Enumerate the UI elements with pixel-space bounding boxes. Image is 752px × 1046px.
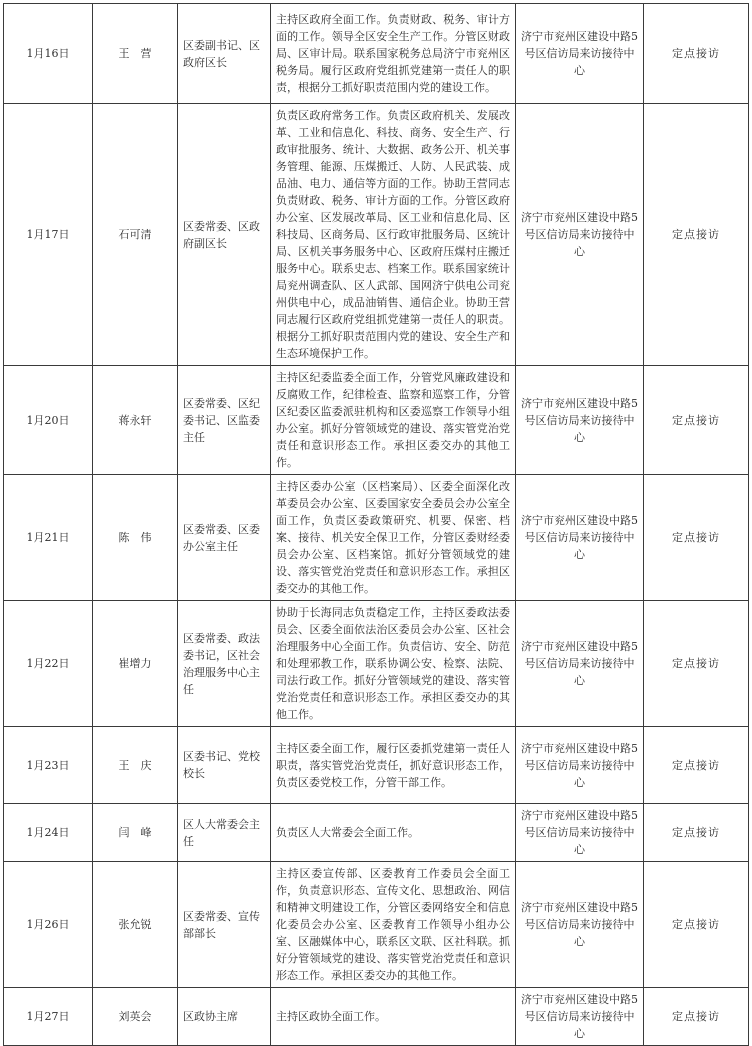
cell-date: 1月21日 bbox=[4, 475, 93, 601]
cell-duties: 主持区委宣传部、区委教育工作委员会全面工作，负责意识形态、宣传文化、思想政治、网信和精神文明建设工作，分管区委网络安全和信息化委员会办公室、区委教育工作领导小组办公室、区融媒体中心，联系区文联、区社科联。抓好分管领域党的建设、落实管党治党责任和意识形态工作。承担区委交办的其他工作。 bbox=[271, 862, 516, 988]
cell-visit-type: 定点接访 bbox=[644, 366, 749, 475]
cell-location: 济宁市兖州区建设中路5号区信访局来访接待中心 bbox=[516, 104, 644, 366]
cell-name: 石可清 bbox=[93, 104, 178, 366]
table-row bbox=[4, 601, 749, 727]
cell-visit-type: 定点接访 bbox=[644, 727, 749, 804]
cell-location: 济宁市兖州区建设中路5号区信访局来访接待中心 bbox=[516, 4, 644, 104]
cell-name: 刘英会 bbox=[93, 988, 178, 1046]
table-row bbox=[4, 4, 749, 104]
cell-duties: 负责区人大常委会全面工作。 bbox=[271, 804, 516, 862]
cell-title: 区委常委、区委办公室主任 bbox=[178, 475, 271, 601]
cell-duties: 主持区政协全面工作。 bbox=[271, 988, 516, 1046]
cell-visit-type: 定点接访 bbox=[644, 601, 749, 727]
cell-date: 1月23日 bbox=[4, 727, 93, 804]
cell-title: 区委副书记、区政府区长 bbox=[178, 4, 271, 104]
cell-visit-type: 定点接访 bbox=[644, 475, 749, 601]
cell-duties: 协助于长海同志负责稳定工作，主持区委政法委员会、区委全面依法治区委员会办公室、区社会治理服务中心全面工作。负责信访、安全、防范和处理邪教工作，联系协调公安、检察、法院、司法行政工作。抓好分管领域党的建设、落实管党治党责任和意识形态工作。承担区委交办的其他工作。 bbox=[271, 601, 516, 727]
cell-title: 区委书记、党校校长 bbox=[178, 727, 271, 804]
cell-visit-type: 定点接访 bbox=[644, 862, 749, 988]
cell-name: 陈 伟 bbox=[93, 475, 178, 601]
cell-visit-type: 定点接访 bbox=[644, 104, 749, 366]
cell-duties: 负责区政府常务工作。负责区政府机关、发展改革、工业和信息化、科技、商务、安全生产、行政审批服务、统计、大数据、政务公开、机关事务管理、能源、压煤搬迁、人防、人民武装、成品油、电力、通信等方面的工作。协助王营同志负责财政、税务、审计方面的工作。分管区政府办公室、区发展改革局、区工业和信息化局、区科技局、区商务局、区行政审批服务局、区统计局、区机关事务服务中心、区政府压煤村庄搬迁服务中心。联系史志、档案工作。联系国家统计局兖州调查队、区人武部、国网济宁供电公司兖州供电中心，成品油销售、通信企业。协助王营同志履行区政府党组抓党建第一责任人的职责。根据分工抓好职责范围内党的建设、安全生产和生态环境保护工作。 bbox=[271, 104, 516, 366]
cell-name: 蒋永轩 bbox=[93, 366, 178, 475]
cell-location: 济宁市兖州区建设中路5号区信访局来访接待中心 bbox=[516, 601, 644, 727]
cell-location: 济宁市兖州区建设中路5号区信访局来访接待中心 bbox=[516, 804, 644, 862]
cell-title: 区政协主席 bbox=[178, 988, 271, 1046]
cell-location: 济宁市兖州区建设中路5号区信访局来访接待中心 bbox=[516, 727, 644, 804]
cell-date: 1月24日 bbox=[4, 804, 93, 862]
cell-title: 区委常委、宣传部部长 bbox=[178, 862, 271, 988]
cell-name: 王 庆 bbox=[93, 727, 178, 804]
table-row bbox=[4, 988, 749, 1046]
cell-date: 1月17日 bbox=[4, 104, 93, 366]
table-row bbox=[4, 475, 749, 601]
cell-date: 1月27日 bbox=[4, 988, 93, 1046]
cell-location: 济宁市兖州区建设中路5号区信访局来访接待中心 bbox=[516, 988, 644, 1046]
cell-duties: 主持区委全面工作，履行区委抓党建第一责任人职责，落实管党治党责任，抓好意识形态工作，负责区委党校工作，分管干部工作。 bbox=[271, 727, 516, 804]
cell-visit-type: 定点接访 bbox=[644, 988, 749, 1046]
cell-title: 区委常委、区政府副区长 bbox=[178, 104, 271, 366]
cell-title: 区人大常委会主任 bbox=[178, 804, 271, 862]
cell-title: 区委常委、政法委书记，区社会治理服务中心主任 bbox=[178, 601, 271, 727]
cell-location: 济宁市兖州区建设中路5号区信访局来访接待中心 bbox=[516, 475, 644, 601]
cell-duties: 主持区纪委监委全面工作，分管党风廉政建设和反腐败工作，纪律检查、监察和巡察工作，分管区纪委区监委派驻机构和区委巡察工作领导小组办公室。抓好分管领域党的建设、落实管党治党责任和意识形态工作。承担区委交办的其他工作。 bbox=[271, 366, 516, 475]
cell-name: 张允锐 bbox=[93, 862, 178, 988]
table-row bbox=[4, 804, 749, 862]
cell-name: 崔增力 bbox=[93, 601, 178, 727]
cell-visit-type: 定点接访 bbox=[644, 4, 749, 104]
table-row bbox=[4, 727, 749, 804]
duty-roster-body bbox=[4, 4, 749, 1046]
cell-title: 区委常委、区纪委书记、区监委主任 bbox=[178, 366, 271, 475]
table-row bbox=[4, 862, 749, 988]
cell-date: 1月20日 bbox=[4, 366, 93, 475]
cell-name: 王 营 bbox=[93, 4, 178, 104]
table-row bbox=[4, 366, 749, 475]
table-row bbox=[4, 104, 749, 366]
cell-date: 1月22日 bbox=[4, 601, 93, 727]
cell-location: 济宁市兖州区建设中路5号区信访局来访接待中心 bbox=[516, 366, 644, 475]
cell-name: 闫 峰 bbox=[93, 804, 178, 862]
cell-date: 1月16日 bbox=[4, 4, 93, 104]
duty-roster-table bbox=[3, 3, 749, 1046]
cell-visit-type: 定点接访 bbox=[644, 804, 749, 862]
cell-date: 1月26日 bbox=[4, 862, 93, 988]
cell-duties: 主持区政府全面工作。负责财政、税务、审计方面的工作。领导全区安全生产工作。分管区财政局、区审计局。联系国家税务总局济宁市兖州区税务局。履行区政府党组抓党建第一责任人的职责，根据分工抓好职责范围内党的建设工作。 bbox=[271, 4, 516, 104]
cell-duties: 主持区委办公室（区档案局）、区委全面深化改革委员会办公室、区委国家安全委员会办公室全面工作，负责区委政策研究、机要、保密、档案、接待、机关安全保卫工作，分管区委财经委员会办公室、区档案馆。抓好分管领域党的建设、落实管党治党责任和意识形态工作。承担区委交办的其他工作。 bbox=[271, 475, 516, 601]
cell-location: 济宁市兖州区建设中路5号区信访局来访接待中心 bbox=[516, 862, 644, 988]
